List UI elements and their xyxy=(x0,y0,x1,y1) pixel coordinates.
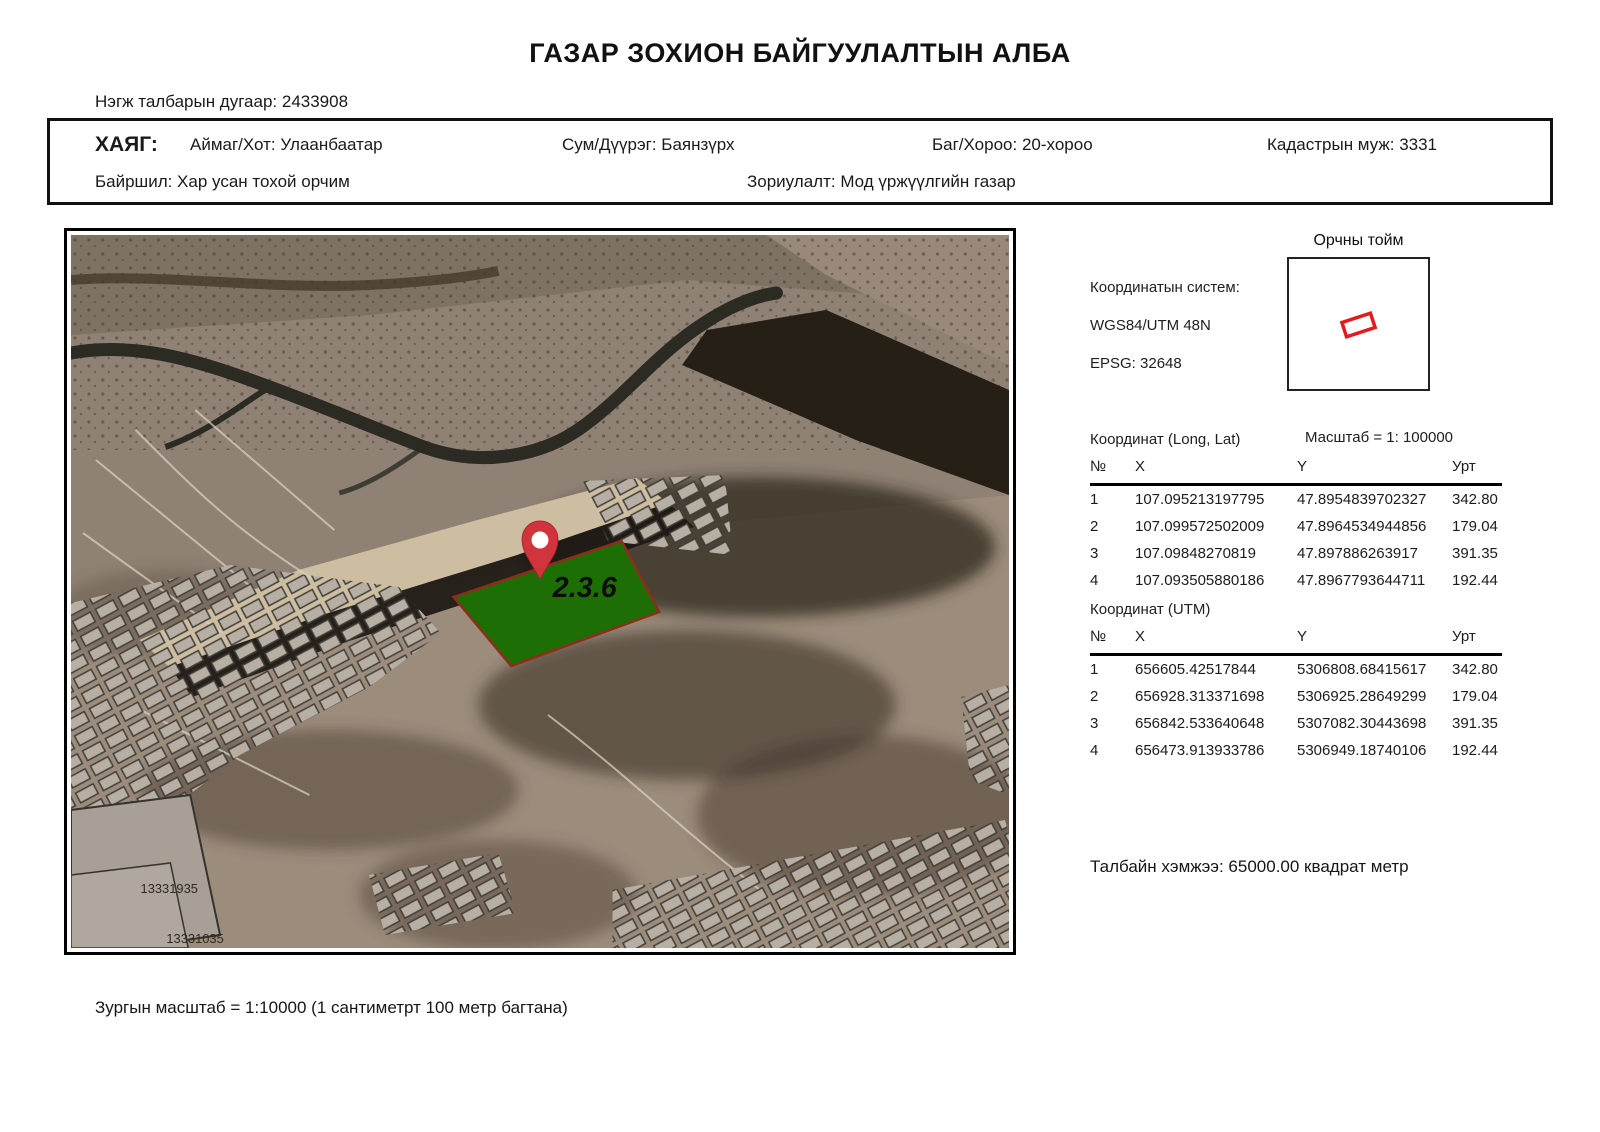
table-cell: 5307082.30443698 xyxy=(1297,715,1427,732)
table-header-row xyxy=(1090,458,1502,485)
column-header: Урт xyxy=(1452,458,1502,485)
address-cadastre-zone: Кадастрын муж: 3331 xyxy=(1267,135,1438,154)
satellite-map-frame xyxy=(64,228,1016,955)
column-header: Y xyxy=(1297,628,1452,655)
table-row xyxy=(1090,683,1502,710)
table-cell: 1 xyxy=(1090,661,1099,678)
table-cell: 656842.533640648 xyxy=(1135,715,1265,732)
table-cell: 47.8954839702327 xyxy=(1297,491,1427,508)
table-cell: 5306808.68415617 xyxy=(1297,661,1427,678)
parcel-area-label: 2.3.6 xyxy=(552,571,617,605)
cadastral-number: 13331935 xyxy=(140,880,198,897)
table-cell: 5306949.18740106 xyxy=(1297,742,1427,759)
table-cell: 192.44 xyxy=(1452,572,1498,589)
table-header-row xyxy=(1090,628,1502,655)
column-header: X xyxy=(1135,628,1297,655)
table-cell: 4 xyxy=(1090,572,1099,589)
table-cell: 1 xyxy=(1090,491,1099,508)
column-header: X xyxy=(1135,458,1297,485)
column-header: Урт xyxy=(1452,628,1502,655)
table-cell: 391.35 xyxy=(1452,715,1498,732)
drawing-scale-note: Зургын масштаб = 1:10000 (1 сантиметрт 100 метр багтана) xyxy=(95,998,568,1017)
utm-table-title: Координат (UTM) xyxy=(1090,601,1211,618)
coord-system-value: WGS84/UTM 48N xyxy=(1090,317,1211,334)
table-cell: 179.04 xyxy=(1452,688,1498,705)
table-cell: 47.8967793644711 xyxy=(1297,572,1426,589)
column-header: Y xyxy=(1297,458,1452,485)
table-cell: 107.09848270819 xyxy=(1135,545,1256,562)
table-row xyxy=(1090,710,1502,737)
table-cell: 656605.42517844 xyxy=(1135,661,1256,678)
table-row xyxy=(1090,567,1502,594)
overview-title: Орчны тойм xyxy=(1313,232,1404,249)
table-row xyxy=(1090,737,1502,764)
address-location: Байршил: Хар усан тохой орчим xyxy=(95,172,350,191)
column-header: № xyxy=(1090,458,1135,485)
table-cell: 391.35 xyxy=(1452,545,1498,562)
area-size-note: Талбайн хэмжээ: 65000.00 квадрат метр xyxy=(1090,857,1409,876)
address-label: ХАЯГ: xyxy=(95,133,158,156)
table-cell: 47.897886263917 xyxy=(1297,545,1418,562)
table-row xyxy=(1090,513,1502,540)
longlat-table xyxy=(1090,458,1502,594)
table-row xyxy=(1090,485,1502,514)
table-cell: 192.44 xyxy=(1452,742,1498,759)
column-header: № xyxy=(1090,628,1135,655)
table-cell: 2 xyxy=(1090,518,1099,535)
page-title: ГАЗАР ЗОХИОН БАЙГУУЛАЛТЫН АЛБА xyxy=(529,38,1071,68)
table-cell: 179.04 xyxy=(1452,518,1498,535)
overview-parcel-outline-icon xyxy=(1289,259,1428,389)
table-cell: 342.80 xyxy=(1452,661,1498,678)
address-purpose: Зориулалт: Мод үржүүлгийн газар xyxy=(747,172,1016,191)
table-cell: 107.093505880186 xyxy=(1135,572,1265,589)
table-cell: 656928.313371698 xyxy=(1135,688,1265,705)
table-cell: 47.8964534944856 xyxy=(1297,518,1427,535)
address-khoroo: Баг/Хороо: 20-хороо xyxy=(932,135,1093,154)
epsg-code: EPSG: 32648 xyxy=(1090,355,1182,372)
table-cell: 2 xyxy=(1090,688,1099,705)
satellite-map xyxy=(71,235,1009,948)
address-city: Аймаг/Хот: Улаанбаатар xyxy=(190,135,383,154)
parcel-number: Нэгж талбарын дугаар: 2433908 xyxy=(95,92,349,111)
utm-table xyxy=(1090,628,1502,764)
table-cell: 3 xyxy=(1090,715,1099,732)
table-cell: 5306925.28649299 xyxy=(1297,688,1427,705)
coord-system-label: Координатын систем: xyxy=(1090,279,1240,296)
address-box xyxy=(47,118,1553,205)
map-scale-note: Масштаб = 1: 100000 xyxy=(1305,429,1454,446)
table-cell: 107.099572502009 xyxy=(1135,518,1265,535)
longlat-table-title: Координат (Long, Lat) xyxy=(1090,431,1241,448)
table-cell: 107.095213197795 xyxy=(1135,491,1265,508)
overview-map xyxy=(1287,257,1430,391)
table-cell: 3 xyxy=(1090,545,1099,562)
table-cell: 4 xyxy=(1090,742,1099,759)
table-cell: 342.80 xyxy=(1452,491,1498,508)
table-row xyxy=(1090,655,1502,684)
cadastral-number: 13331035 xyxy=(166,930,224,947)
address-district: Сум/Дүүрэг: Баянзүрх xyxy=(562,135,735,154)
table-cell: 656473.913933786 xyxy=(1135,742,1265,759)
table-row xyxy=(1090,540,1502,567)
